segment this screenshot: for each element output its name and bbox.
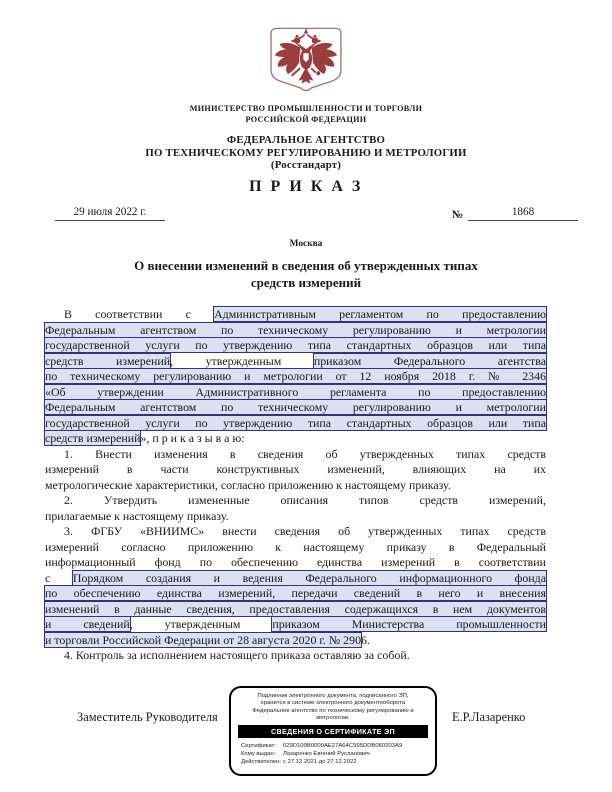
city-label: Москва: [289, 239, 323, 249]
stamp-field-row: [241, 743, 435, 751]
text-line: [45, 431, 546, 447]
text-line: [45, 493, 546, 509]
signer-position: Заместитель Руководителя: [77, 710, 218, 724]
text-line: [45, 338, 546, 354]
text-segment: прилагаемые к настоящему приказу.: [45, 508, 229, 523]
text-line: [45, 617, 546, 633]
text-segment: , утвержденным: [129, 617, 273, 631]
hyperlink-annotation[interactable]: Федеральным агентством по техническому регулированию и метрологии: [45, 400, 546, 414]
stamp-description: [231, 693, 435, 722]
hyperlink-annotation[interactable]: приказом Министерства промышленности: [272, 617, 546, 631]
order-number-field: 1868: [468, 206, 578, 221]
text-line: [45, 354, 546, 370]
title-line-2: средств измерений: [250, 274, 362, 290]
paragraph: [45, 307, 546, 447]
stamp-field-label: Сертификат:: [241, 742, 276, 749]
text-line: [45, 648, 546, 664]
text-line: [45, 540, 546, 556]
text-segment: информационный фонд по обеспечению единства измерений в соответствии: [45, 555, 546, 569]
text-line: [45, 323, 546, 339]
text-segment: В соответствии с: [64, 307, 215, 321]
stamp-description-line: Подлинник электронного документа, подписанного ЭП,: [257, 693, 409, 699]
stamp-field-label: Кому выдан:: [241, 750, 276, 757]
hyperlink-annotation[interactable]: средств измерений: [45, 353, 171, 368]
text-segment: метрологические характеристики, согласно приложению к настоящему приказу.: [45, 477, 451, 492]
stamp-description-line: метрологии.: [316, 714, 350, 721]
ministry-line-1: МИНИСТЕРСТВО ПРОМЫШЛЕННОСТИ И ТОРГОВЛИ: [189, 104, 423, 113]
text-line: [45, 555, 546, 571]
hyperlink-annotation[interactable]: по техническому регулированию и метрологии от 12 ноября 2018 г. № 2346: [45, 369, 546, 383]
agency-name: [0, 134, 612, 172]
text-line: [45, 369, 546, 385]
text-segment: 1. Внести изменения в сведения об утвержденных типах средств: [64, 446, 546, 461]
paragraph: [45, 524, 546, 648]
text-line: [45, 633, 546, 649]
hyperlink-annotation[interactable]: и торговли Российской Федерации от 28 августа 2020 г. № 290: [45, 632, 362, 647]
hyperlink-annotation[interactable]: государственной услуги по утверждению типа стандартных образцов или типа: [45, 338, 546, 352]
text-segment: 6.: [361, 632, 370, 647]
text-line: [45, 307, 546, 323]
hyperlink-annotation[interactable]: средств измерений: [45, 431, 141, 445]
hyperlink-annotation[interactable]: изменений в данные сведения, предоставления содержащихся в нем документов: [45, 601, 546, 616]
text-line: [45, 478, 546, 494]
text-segment: с: [45, 570, 73, 585]
text-line: [45, 400, 546, 416]
ministry-line-2: РОССИЙСКОЙ ФЕДЕРАЦИИ: [245, 114, 367, 124]
hyperlink-annotation[interactable]: Федеральным агентством по техническому регулированию и метрологии: [45, 322, 546, 337]
ministry-name: [0, 104, 612, 125]
number-sign: №: [452, 209, 464, 221]
paragraph: [45, 493, 546, 524]
order-date-field: 29 июля 2022 г.: [55, 206, 165, 221]
text-line: [45, 509, 546, 525]
hyperlink-annotation[interactable]: государственной услуги по утверждению типа стандартных образцов или типа: [45, 415, 546, 430]
stamp-certificate-fields: [241, 743, 435, 767]
hyperlink-annotation[interactable]: Административным регламентом по предоставлению: [214, 307, 546, 321]
text-line: [45, 586, 546, 602]
text-segment: измерений согласно приложению к настоящему приказу в Федеральный: [45, 539, 546, 554]
text-line: [45, 462, 546, 478]
text-line: [45, 571, 546, 587]
hyperlink-annotation[interactable]: и сведений: [45, 617, 130, 631]
agency-line-2: ПО ТЕХНИЧЕСКОМУ РЕГУЛИРОВАНИЮ И МЕТРОЛОГИИ: [145, 146, 467, 159]
stamp-description-line: Федеральное агентство по техническому регулированию и: [252, 707, 414, 714]
digital-signature-stamp: [229, 686, 437, 776]
agency-line-3: (Росстандарт): [270, 159, 342, 172]
stamp-field-value: с 27.12.2021 до 27.12.2022: [283, 758, 357, 765]
paragraph: [45, 447, 546, 494]
stamp-field-value: 029D109B0009AE27A64C995DDB060203A9: [283, 742, 403, 749]
stamp-certificate-header: СВЕДЕНИЯ О СЕРТИФИКАТЕ ЭП: [238, 725, 428, 738]
stamp-field-row: [241, 751, 435, 759]
stamp-description-line: хранится в системе электронного документооборота: [260, 700, 406, 707]
stamp-field-label: Действителен:: [241, 758, 281, 765]
text-segment: », п р и к а з ы в а ю:: [140, 431, 245, 445]
stamp-field-row: [241, 759, 435, 767]
title-line-1: О внесении изменений в сведения об утвержденных типах: [134, 258, 478, 273]
text-line: [45, 602, 546, 618]
text-segment: измерений в части конструктивных изменений, влияющих на их: [45, 462, 546, 476]
text-segment: 3. ФГБУ «ВНИИМС» внести сведения об утвержденных типах средств: [64, 524, 546, 538]
text-line: [45, 416, 546, 432]
text-line: [45, 447, 546, 463]
text-line: [45, 385, 546, 401]
text-line: [45, 524, 546, 540]
coat-of-arms-icon: [268, 26, 344, 94]
text-segment: 4. Контроль за исполнением настоящего приказа оставляю за собой.: [64, 648, 410, 662]
document-title: [0, 258, 612, 291]
text-segment: 2. Утвердить измененные описания типов средств измерений,: [64, 493, 546, 507]
agency-line-1: ФЕДЕРАЛЬНОЕ АГЕНТСТВО: [226, 134, 386, 146]
hyperlink-annotation[interactable]: «Об утверждении Административного регламента по предоставлению: [45, 384, 546, 399]
hyperlink-annotation[interactable]: приказом Федерального агентства: [313, 353, 546, 368]
hyperlink-annotation[interactable]: по обеспечению единства измерений, передачи сведений в него и внесения: [45, 586, 546, 600]
text-segment: , утвержденным: [170, 353, 314, 368]
paragraph: [45, 648, 546, 664]
stamp-field-value: Лазаренко Евгений Русланович: [283, 750, 370, 757]
hyperlink-annotation[interactable]: Порядком создания и ведения Федерального информационного фонда: [72, 570, 546, 585]
document-body: [45, 307, 546, 664]
document-type-heading: П Р И К А З: [249, 178, 363, 195]
signer-name: Е.Р.Лазаренко: [452, 710, 526, 724]
